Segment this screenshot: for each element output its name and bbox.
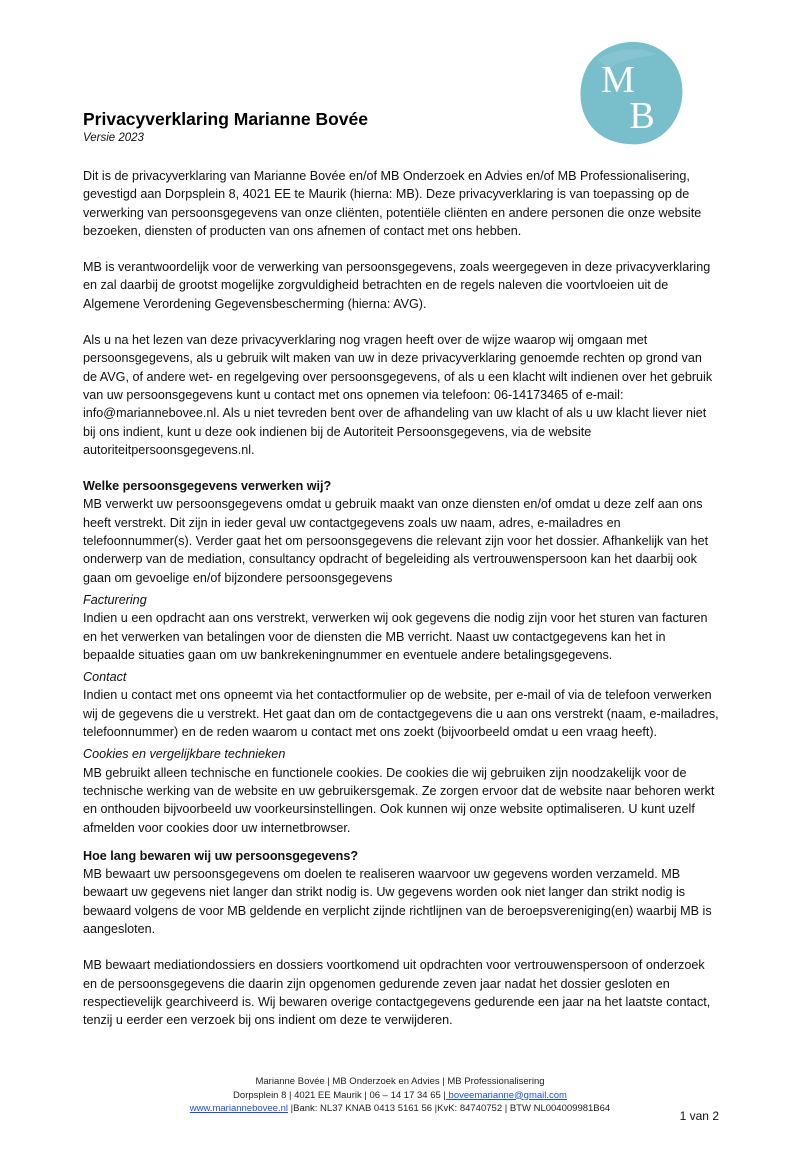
subheading-cookies: Cookies en vergelijkbare technieken: [83, 747, 286, 762]
section-text-cookies: MB gebruikt alleen technische en functionele cookies. De cookies die wij gebruiken zijn noodzakelijk voor de technische werking van de website en uw gebruikersgemak. Ze zorgen ervoor dat de website naar behoren werkt en onthouden bijvoorbeeld uw voorkeursinstellingen. Ook kunnen wij onze website optimaliseren. U kunt uzelf afmelden voor cookies door uw internetbrowser.: [83, 765, 715, 835]
section-text-retention-1: MB bewaart uw persoonsgegevens om doelen te realiseren waarvoor uw gegevens worden verzameld. MB bewaart uw gegevens niet langer dan strikt nodig is. Uw gegevens worden ook niet langer dan strikt nodig is bewaard volgens de voor MB geldende en verplicht zijnde richtlijnen van de beroepsvereniging(en) waarbij MB is aangesloten.: [83, 867, 712, 936]
subheading-contact: Contact: [83, 670, 127, 685]
section-heading-retention: Hoe lang bewaren wij uw persoonsgegevens?: [83, 848, 359, 863]
logo-letter-m: M: [601, 59, 635, 101]
intro-paragraph-2: MB is verantwoordelijk voor de verwerking van persoonsgegevens, zoals weergegeven in deze privacyverklaring en zal daarbij de grootst mogelijke zorgvuldigheid betrachten en de regels naleven die voortvloeien uit de Algemene Verordening Gegevensbescherming (hierna: AVG).: [83, 260, 711, 311]
version-label: Versie 2023: [83, 132, 144, 144]
section-text-retention-2: MB bewaart mediationdossiers en dossiers voortkomend uit opdrachten voor vertrouwenspersoon of onderzoek en de persoonsgegevens die daarin zijn opgenomen gedurende zeven jaar nadat het dossier gesloten en respectievelijk gearchiveerd is. Wij bewaren overige contactgegevens gedurende een jaar na het laatste contact, tenzij u eerder een verzoek bij ons indient om deze te verwijderen.: [83, 958, 711, 1028]
document-body: [83, 167, 719, 1047]
footer-email-link[interactable]: boveemarianne@gmail.com: [445, 1089, 567, 1101]
page-number: 1 van 2: [679, 1109, 719, 1123]
intro-paragraph-3: Als u na het lezen van deze privacyverklaring nog vragen heeft over de wijze waarop wij omgaan met persoonsgegevens, als u gebruik wilt maken van uw in deze privacyverklaring genoemde rechten op grond van de AVG, of andere wet- en regelgeving over persoonsgegevens, of als u een klacht wilt indienen over het gebruik van uw persoonsgegevens kunt u contact met ons opnemen via telefoon: 06-14173465 of e-mail: info@mariannebovee.nl. Als u niet tevreden bent over de afhandeling van uw klacht of als u uw klacht liever niet bij ons indient, kunt u deze ook indienen bij de Autoriteit Persoonsgegevens, via de website autoriteitpersoonsgegevens.nl.: [83, 333, 713, 457]
footer-address: Dorpsplein 8 | 4021 EE Maurik | 06 – 14 17 34 65 |: [233, 1089, 446, 1101]
page-title: Privacyverklaring Marianne Bovée: [83, 109, 369, 129]
subheading-billing: Facturering: [83, 592, 147, 607]
footer-line-1: Marianne Bovée | MB Onderzoek en Advies | MB Professionalisering: [255, 1076, 545, 1087]
intro-paragraph-1: Dit is de privacyverklaring van Marianne Bovée en/of MB Onderzoek en Advies en/of MB Professionalisering, gevestigd aan Dorpsplein 8, 4021 EE te Maurik (hierna: MB). Deze privacyverklaring is van toepassing op de verwerking van persoonsgegevens van onze cliënten, potentiële cliënten en andere personen die onze website bezoeken, diensten of producten van ons afnemen of contact met ons hebben.: [83, 169, 702, 238]
footer-bank-details: |Bank: NL37 KNAB 0413 5161 56 |KvK: 84740752 | BTW NL004009981B64: [288, 1103, 611, 1114]
footer-line-2: [0, 1089, 800, 1103]
section-text-billing: Indien u een opdracht aan ons verstrekt, verwerken wij ook gegevens die nodig zijn voor het sturen van facturen en het verwerken van betalingen voor de diensten die MB verricht. Naast uw contactgegevens kan het in bepaalde situaties gaan om uw bankrekeningnummer en eventuele andere betalingsgegevens.: [83, 611, 708, 662]
mb-logo: [578, 40, 684, 146]
section-text-which: MB verwerkt uw persoonsgegevens omdat u gebruik maakt van onze diensten en/of omdat u deze zelf aan ons heeft verstrekt. Dit zijn in ieder geval uw contactgegevens zoals uw naam, adres, e-mailadres en telefoonnummer(s). Verder gaat het om persoonsgegevens die relevant zijn voor het dossier. Afhankelijk van het onderwerp van de mediation, consultancy opdracht of begeleiding als vertrouwenspersoon kan het daarbij ook gaan om gevoelige en/of bijzondere persoonsgegevens: [83, 497, 709, 585]
section-heading-which: Welke persoonsgegevens verwerken wij?: [83, 479, 332, 494]
footer-website-link[interactable]: www.mariannebovee.nl: [189, 1103, 289, 1114]
logo-letter-b: B: [629, 95, 655, 137]
section-text-contact: Indien u contact met ons opneemt via het contactformulier op de website, per e-mail of via de telefoon verwerken wij de gegevens die u verstrekt. Het gaat dan om de contactgegevens die u aan ons verstrekt (naam, e-mailadres, telefoonnummer) en de reden waarom u contact met ons zoekt (bijvoorbeeld omdat u een vraag heeft).: [83, 688, 719, 740]
